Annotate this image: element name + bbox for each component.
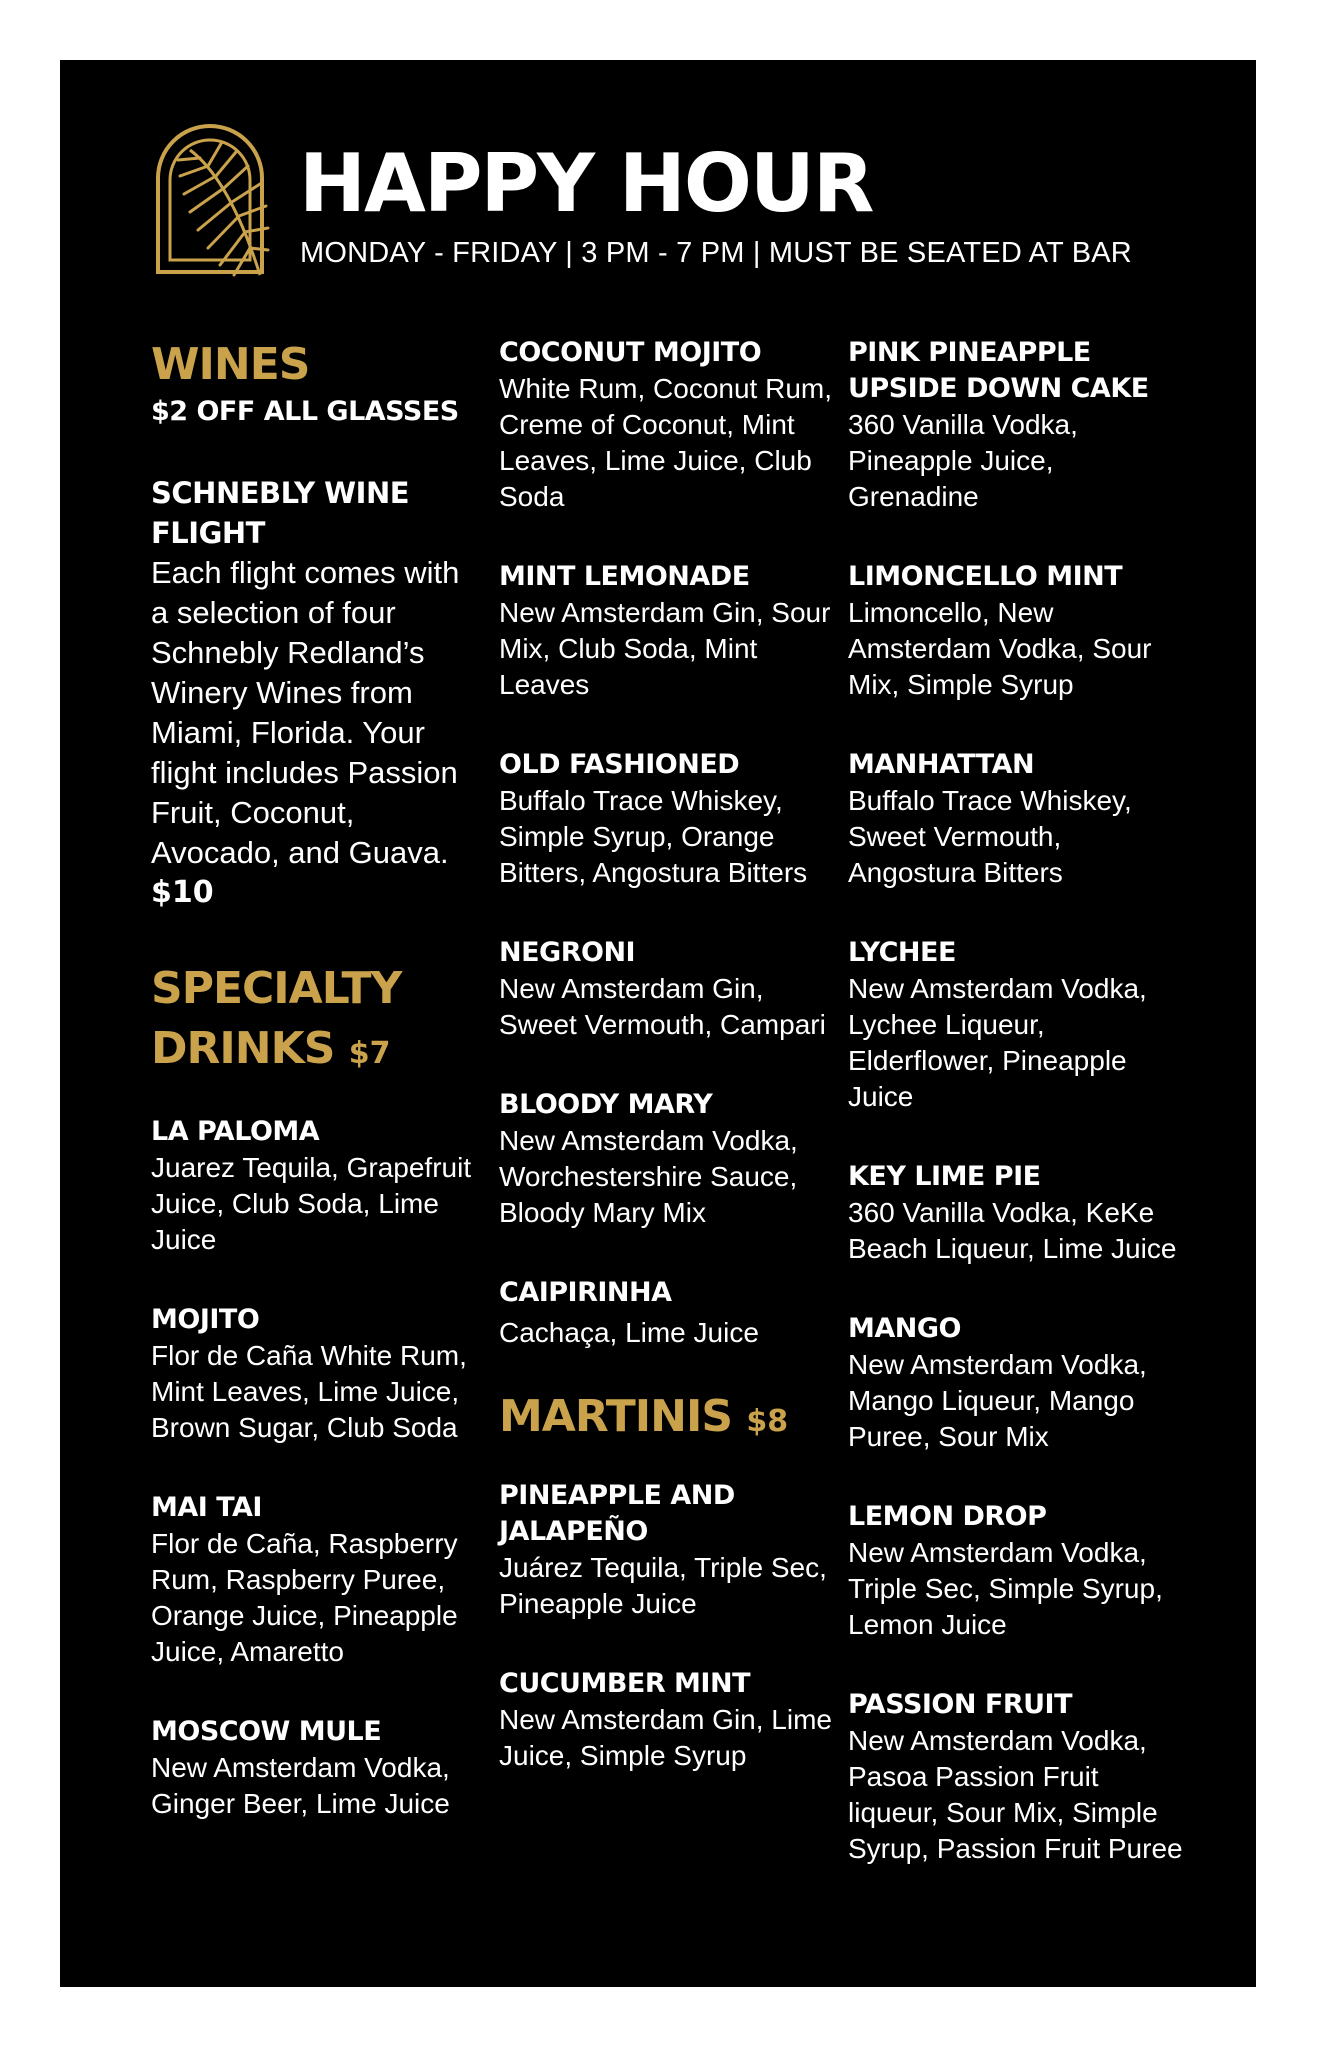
section-price: $8: [746, 1404, 789, 1439]
item-desc: New Amsterdam Vodka, Lychee Liqueur, Elderflower, Pineapple Juice: [848, 973, 1147, 1112]
item-desc: New Amsterdam Vodka, Ginger Beer, Lime Juice: [151, 1752, 450, 1819]
menu-column-1: [151, 335, 481, 1866]
item-name: MINT LEMONADE: [499, 561, 750, 592]
menu-item: [848, 1687, 1188, 1867]
menu-item: [499, 935, 839, 1043]
item-desc: New Amsterdam Vodka, Pasoa Passion Fruit liqueur, Sour Mix, Simple Syrup, Passion Fruit Puree: [848, 1725, 1183, 1864]
menu-item: [848, 559, 1188, 703]
menu-item: [151, 1302, 481, 1446]
item-desc: Juárez Tequila, Triple Sec, Pineapple Juice: [499, 1552, 827, 1619]
menu-board: [60, 60, 1256, 1987]
item-desc: Flor de Caña White Rum, Mint Leaves, Lime Juice, Brown Sugar, Club Soda: [151, 1340, 467, 1443]
item-price: $10: [151, 875, 214, 910]
item-desc: Flor de Caña, Raspberry Rum, Raspberry Puree, Orange Juice, Pineapple Juice, Amaretto: [151, 1528, 458, 1667]
item-name: PINK PINEAPPLE UPSIDE DOWN CAKE: [848, 337, 1149, 404]
item-desc: 360 Vanilla Vodka, KeKe Beach Liqueur, Lime Juice: [848, 1197, 1177, 1264]
item-name: MANGO: [848, 1313, 961, 1344]
item-name: PASSION FRUIT: [848, 1689, 1073, 1720]
item-name: MOSCOW MULE: [151, 1716, 382, 1747]
specialty-title: [151, 959, 421, 1084]
item-desc: New Amsterdam Gin, Lime Juice, Simple Syrup: [499, 1704, 832, 1771]
wines-title: WINES: [151, 339, 310, 390]
item-desc: Juarez Tequila, Grapefruit Juice, Club Soda, Lime Juice: [151, 1152, 472, 1255]
page-title: HAPPY HOUR: [299, 137, 873, 230]
menu-item: [848, 335, 1188, 515]
section-price: $7: [348, 1036, 391, 1071]
item-desc: New Amsterdam Gin, Sour Mix, Club Soda, Mint Leaves: [499, 597, 831, 700]
item-desc: New Amsterdam Vodka, Mango Liqueur, Mango Puree, Sour Mix: [848, 1349, 1147, 1452]
menu-item: [848, 1159, 1188, 1267]
item-name: LYCHEE: [848, 937, 956, 968]
menu-item: [499, 559, 839, 703]
menu-item: [499, 1666, 839, 1774]
item-name: CUCUMBER MINT: [499, 1668, 750, 1699]
item-desc: New Amsterdam Vodka, Triple Sec, Simple Syrup, Lemon Juice: [848, 1537, 1163, 1640]
item-name: OLD FASHIONED: [499, 749, 740, 780]
item-name: LA PALOMA: [151, 1116, 320, 1147]
item-name: CAIPIRINHA: [499, 1277, 672, 1308]
item-desc: New Amsterdam Vodka, Worchestershire Sauce, Bloody Mary Mix: [499, 1125, 798, 1228]
item-desc: Limoncello, New Amsterdam Vodka, Sour Mix, Simple Syrup: [848, 597, 1152, 700]
section-title-text: MARTINIS: [499, 1391, 733, 1442]
menu-item: [848, 1499, 1188, 1643]
menu-item: [499, 747, 839, 891]
menu-item: [151, 1114, 481, 1258]
menu-item: [848, 1311, 1188, 1455]
menu-item: [499, 1275, 839, 1351]
page-subtitle: MONDAY - FRIDAY | 3 PM - 7 PM | MUST BE SEATED AT BAR: [300, 237, 1132, 269]
menu-item: [848, 935, 1188, 1115]
item-desc: White Rum, Coconut Rum, Creme of Coconut, Mint Leaves, Lime Juice, Club Soda: [499, 373, 832, 512]
item-desc: Buffalo Trace Whiskey, Simple Syrup, Orange Bitters, Angostura Bitters: [499, 785, 808, 888]
item-name: MAI TAI: [151, 1492, 262, 1523]
item-name: COCONUT MOJITO: [499, 337, 762, 368]
item-name: PINEAPPLE AND JALAPEÑO: [499, 1480, 735, 1547]
item-name: LIMONCELLO MINT: [848, 561, 1123, 592]
wines-note: $2 OFF ALL GLASSES: [151, 396, 459, 427]
item-desc: New Amsterdam Gin, Sweet Vermouth, Campari: [499, 973, 826, 1040]
item-name: NEGRONI: [499, 937, 636, 968]
item-desc: 360 Vanilla Vodka, Pineapple Juice, Grenadine: [848, 409, 1078, 512]
item-name: MOJITO: [151, 1304, 260, 1335]
menu-item: [499, 1478, 839, 1622]
palm-arch-icon: [150, 120, 270, 280]
item-name: LEMON DROP: [848, 1501, 1047, 1532]
item-desc: Cachaça, Lime Juice: [499, 1317, 759, 1348]
menu-item: [499, 335, 839, 515]
menu-item: [151, 1714, 481, 1822]
section-title-text: SPECIALTY DRINKS: [151, 963, 402, 1074]
item-desc: Each flight comes with a selection of four Schnebly Redland’s Winery Wines from Miami, Florida. Your flight includes Passion Fruit, Coconut, Avocado, and Guava.: [151, 555, 460, 870]
item-name: SCHNEBLY WINE FLIGHT: [151, 476, 410, 550]
menu-item: [151, 1490, 481, 1670]
menu-item: [848, 747, 1188, 891]
wine-flight: [151, 473, 481, 913]
item-name: MANHATTAN: [848, 749, 1035, 780]
menu-column-2: [499, 335, 839, 1818]
item-name: BLOODY MARY: [499, 1089, 713, 1120]
item-desc: Buffalo Trace Whiskey, Sweet Vermouth, Angostura Bitters: [848, 785, 1132, 888]
item-name: KEY LIME PIE: [848, 1161, 1041, 1192]
menu-column-3: [848, 335, 1188, 1911]
menu-item: [499, 1087, 839, 1231]
martinis-title: [499, 1387, 839, 1452]
